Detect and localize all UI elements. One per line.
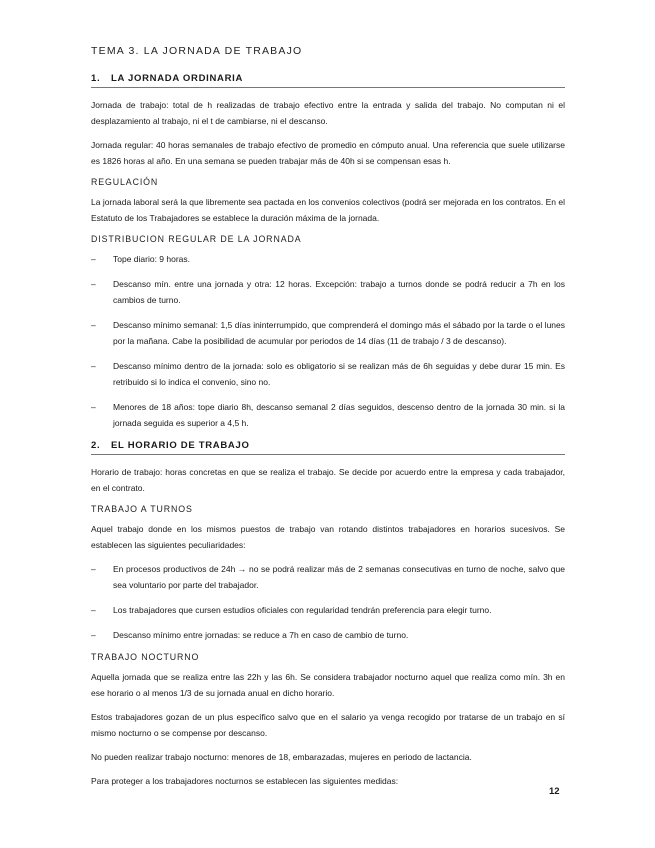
bullet-dash: –: [91, 605, 96, 615]
list-item: [91, 602, 565, 618]
paragraph-jornada-trabajo: Jornada de trabajo: total de h realizadas de trabajo efectivo entre la entrada y salida del trabajo. No computan ni el desplazamiento al trabajo, ni el t de cambiarse, ni el descanso.: [91, 100, 565, 126]
list-item-text: En procesos productivos de 24h → no se podrá realizar más de 2 semanas consecutivas en turno de noche, salvo que sea voluntario por parte del trabajador.: [113, 564, 565, 590]
section-title: EL HORARIO DE TRABAJO: [111, 440, 250, 451]
paragraph-nocturno-medidas: Para proteger a los trabajadores nocturnos se establecen las siguientes medidas:: [91, 776, 399, 786]
subheading-distribucion: DISTRIBUCION REGULAR DE LA JORNADA: [91, 234, 302, 244]
page-number: 12: [549, 786, 560, 797]
bullet-dash: –: [91, 402, 96, 412]
list-item: [91, 561, 565, 593]
bullet-dash: –: [91, 279, 96, 289]
list-item: [91, 627, 565, 643]
section-heading-jornada-ordinaria: [91, 73, 565, 88]
paragraph-nocturno-definicion: Aquella jornada que se realiza entre las 22h y las 6h. Se considera trabajador nocturno aquel que realiza como mín. 3h en ese horario o al menos 1/3 de su jornada anual en dicho horario.: [91, 672, 565, 698]
paragraph-horario: Horario de trabajo: horas concretas en que se realiza el trabajo. Se decide por acuerdo entre la empresa y cada trabajador, en el contrato.: [91, 467, 565, 493]
paragraph-jornada-regular: Jornada regular: 40 horas semanales de trabajo efectivo de promedio en cómputo anual. Una referencia que suele utilizarse es 1826 horas al año. En una semana se pueden trabajar más de 40h si se compensan esas h.: [91, 140, 565, 166]
list-item-text: Los trabajadores que cursen estudios oficiales con regularidad tendrán preferencia para elegir turno.: [113, 605, 492, 615]
list-item-text: Tope diario: 9 horas.: [113, 254, 191, 264]
list-item: [91, 358, 565, 390]
paragraph-nocturno-prohibicion: No pueden realizar trabajo nocturno: menores de 18, embarazadas, mujeres en periodo de lactancia.: [91, 752, 472, 762]
bullet-dash: –: [91, 254, 96, 264]
list-item-text: Descanso mínimo semanal: 1,5 días ininterrumpido, que comprenderá el domingo más el sábado por la tarde o el lunes por la mañana. Cabe la posibilidad de acumular por periodos de 14 días (11 de trabajo / 3 de descanso).: [113, 320, 565, 346]
bullet-dash: –: [91, 564, 96, 574]
bullet-dash: –: [91, 630, 96, 640]
distribucion-list: [91, 251, 565, 431]
bullet-dash: –: [91, 320, 96, 330]
section-title: LA JORNADA ORDINARIA: [111, 73, 244, 84]
bullet-dash: –: [91, 361, 96, 371]
list-item-text: Menores de 18 años: tope diario 8h, descanso semanal 2 días seguidos, descenso dentro de la jornada 30 min. si la jornada seguida es superior a 4,5 h.: [113, 402, 565, 428]
paragraph-regulacion: La jornada laboral será la que libremente sea pactada en los convenios colectivos (podrá ser mejorada en los contratos. En el Estatuto de los Trabajadores se establece la duración máxima de la jornada.: [91, 197, 565, 223]
section-number: 2.: [91, 440, 101, 451]
list-item-text: Descanso mín. entre una jornada y otra: 12 horas. Excepción: trabajo a turnos donde se podrá reducir a 7h en los cambios de turno.: [113, 279, 565, 305]
list-item: [91, 317, 565, 349]
list-item: [91, 251, 565, 267]
list-item-text: Descanso mínimo entre jornadas: se reduce a 7h en caso de cambio de turno.: [113, 630, 409, 640]
page-content: [91, 73, 565, 797]
subheading-nocturno: TRABAJO NOCTURNO: [91, 652, 200, 662]
subheading-turnos: TRABAJO A TURNOS: [91, 504, 193, 514]
list-item: [91, 399, 565, 431]
subheading-regulacion: REGULACIÓN: [91, 177, 159, 187]
section-number: 1.: [91, 73, 101, 84]
turnos-list: [91, 561, 565, 643]
list-item-text: Descanso mínimo dentro de la jornada: solo es obligatorio si se realizan más de 6h seguidas y debe durar 15 min. Es retribuido si lo indica el convenio, sino no.: [113, 361, 565, 387]
section-heading-horario: [91, 440, 565, 455]
paragraph-turnos: Aquel trabajo donde en los mismos puestos de trabajo van rotando distintos trabajadores en horarios sucesivos. Se establecen las siguientes peculiaridades:: [91, 524, 565, 550]
list-item: [91, 276, 565, 308]
paragraph-nocturno-plus: Estos trabajadores gozan de un plus específico salvo que en el salario ya venga recogido por tratarse de un trabajo en sí mismo nocturno o se compense por descanso.: [91, 712, 565, 738]
document-title: TEMA 3. LA JORNADA DE TRABAJO: [91, 45, 303, 57]
